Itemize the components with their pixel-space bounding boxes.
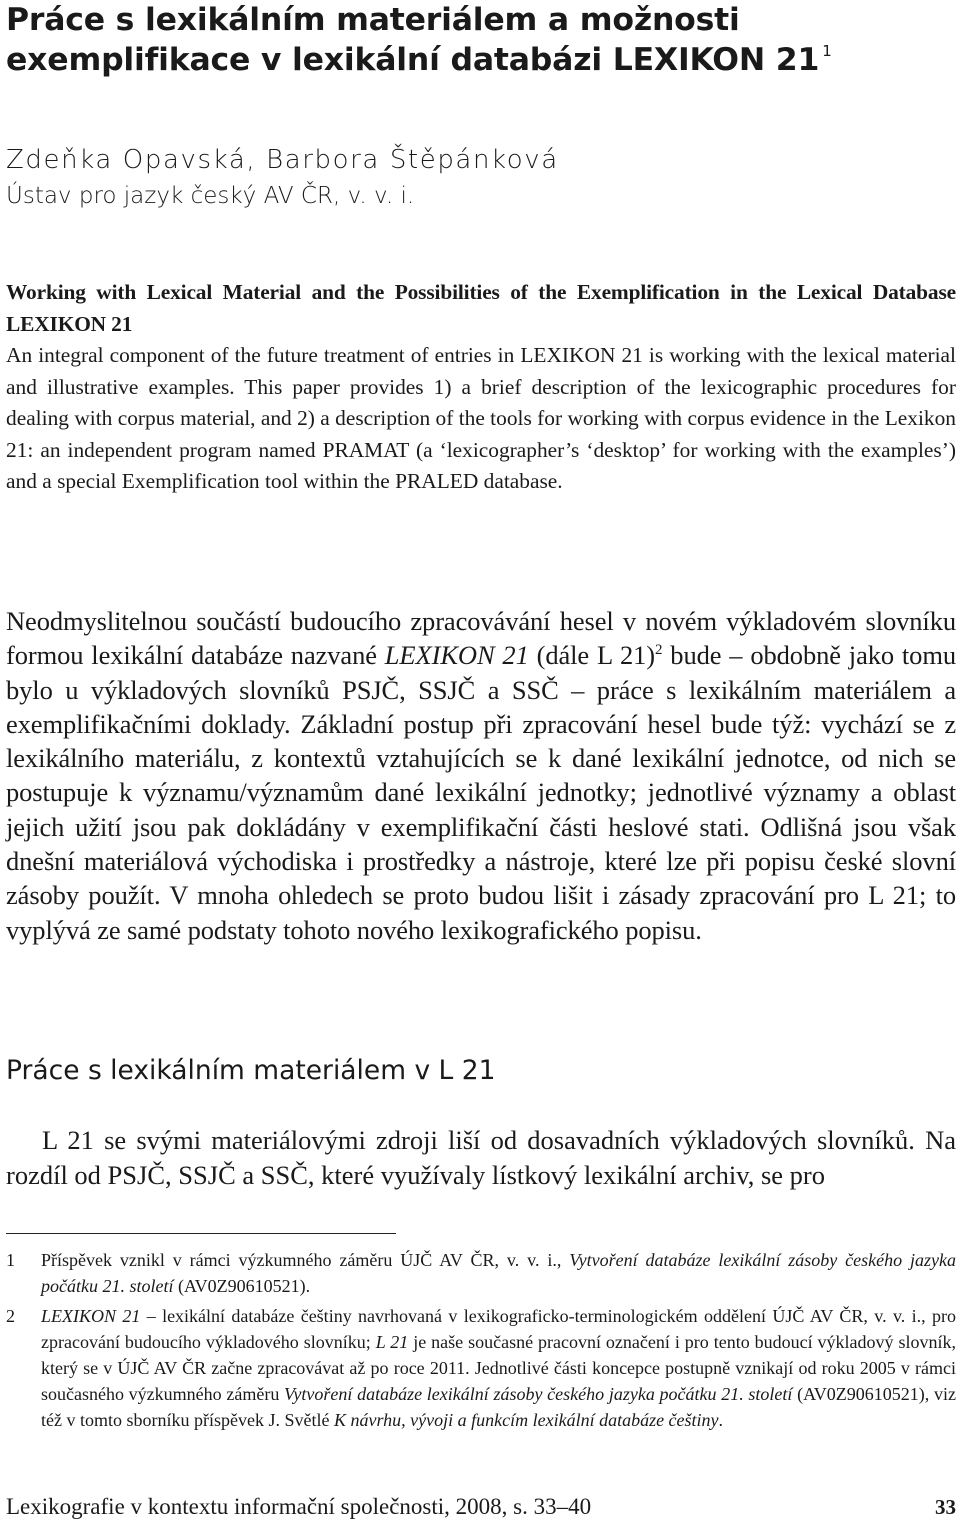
fn2-italic-d: K návrhu, vývoji a funkcím lexikální databáze češtiny [333,1410,719,1430]
fn2-text-c: (AV0Z90610521), viz též v tomto sborníku příspěvek J. Světlé [41,1384,956,1430]
fn2-text-d: . [718,1410,724,1430]
abstract [6,277,956,498]
footnote-1-number: 1 [6,1250,15,1270]
footnote-2-number: 2 [6,1306,15,1326]
footnote-1-text [41,1247,956,1299]
page-footer [6,1491,956,1523]
fn1-text-b: (AV0Z90610521). [173,1276,311,1296]
intro-italic-lexikon: LEXIKON 21 [384,640,529,671]
intro-text-2: (dále L 21) [528,640,655,671]
intro-footnote-ref[interactable]: 2 [655,642,663,659]
footer-journal: Lexikografie v kontextu informační společnosti, 2008, s. 33–40 [6,1494,592,1519]
fn1-italic-a: Vytvoření databáze lexikální zásoby českého jazyka počátku 21. století [41,1250,956,1296]
authors: Zdeňka Opavská, Barbora Štěpánková [6,145,559,175]
footnote-2-text [41,1303,956,1433]
footnote-1 [6,1247,956,1299]
section-body [6,1123,956,1193]
intro-text-1: Neodmyslitelnou součástí budoucího zpracovávání hesel v novém výkladovém slovníku formou lexikální databáze nazvané [6,606,956,671]
fn2-text-a: – lexikální databáze češtiny navrhovaná v lexikograficko-terminologickém oddělení ÚJČ AV ČR, v. v. i., pro zpracování budoucího výkladového slovníku; [41,1306,956,1352]
affiliation: Ústav pro jazyk český AV ČR, v. v. i. [6,183,415,209]
abstract-body: An integral component of the future treatment of entries in LEXIKON 21 is working with the lexical material and illustrative examples. This paper provides 1) a brief description of the lexicographic procedures for dealing with corpus material, and 2) a description of the tools for working with corpus evidence in the Lexikon 21: an independent program named PRAMAT (a ‘lexicographer’s ‘desktop’ for working with the examples’) and a special Exemplification tool within the PRALED database. [6,343,956,493]
title-footnote-ref[interactable]: 1 [822,42,832,60]
page-title [6,0,946,80]
section-body-text: L 21 se svými materiálovými zdroji liší od dosavadních výkladových slovníků. Na rozdíl od PSJČ, SSJČ a SSČ, které využívaly lístkový lexikální archiv, se pro [6,1125,956,1190]
intro-paragraph [6,604,956,947]
section-heading: Práce s lexikálním materiálem v L 21 [6,1055,496,1086]
fn2-text-b: je naše současné pracovní označení i pro tento budoucí výkladový slovník, který se v ÚJČ AV ČR začne zpracovávat až po roce 2011. Jednotlivé části koncepce postupně vznikají od roku 2005 v rámci současného výzkumného záměru [41,1332,956,1404]
page-number: 33 [935,1495,956,1519]
fn2-italic-a: LEXIKON 21 [41,1306,141,1326]
fn1-text-a: Příspěvek vznikl v rámci výzkumného záměru ÚJČ AV ČR, v. v. i., [41,1250,570,1270]
footnote-divider [6,1233,396,1234]
title-text: Práce s lexikálním materiálem a možnosti exemplifikace v lexikální databázi LEXIKON 21 [6,2,820,78]
fn2-italic-c: Vytvoření databáze lexikální zásoby českého jazyka počátku 21. století [284,1384,793,1404]
fn2-italic-b: L 21 [375,1332,409,1352]
footnote-2 [6,1303,956,1433]
intro-text-3: bude – obdobně jako tomu bylo u výkladových slovníků PSJČ, SSJČ a SSČ – práce s lexikálním materiálem a exemplifikačními doklady. Základní postup při zpracování hesel bude týž: vychází se z lexikálního materiálu, z kontextů vztahujících se k dané lexikální jednotce, od nich se postupuje k významu/významům dané lexikální jednotky; jednotlivé významy a oblast jejich užití jsou pak dokládány v exemplifikační části heslové stati. Odlišná jsou však dnešní materiálová východiska i prostředky a nástroje, které lze při popisu české slovní zásoby použít. V mnoha ohledech se proto budou lišit i zásady zpracování pro L 21; to vyplývá ze samé podstaty tohoto nového lexikografického popisu. [6,640,956,945]
abstract-title: Working with Lexical Material and the Possibilities of the Exemplification in the Lexical Database LEXIKON 21 [6,280,956,336]
